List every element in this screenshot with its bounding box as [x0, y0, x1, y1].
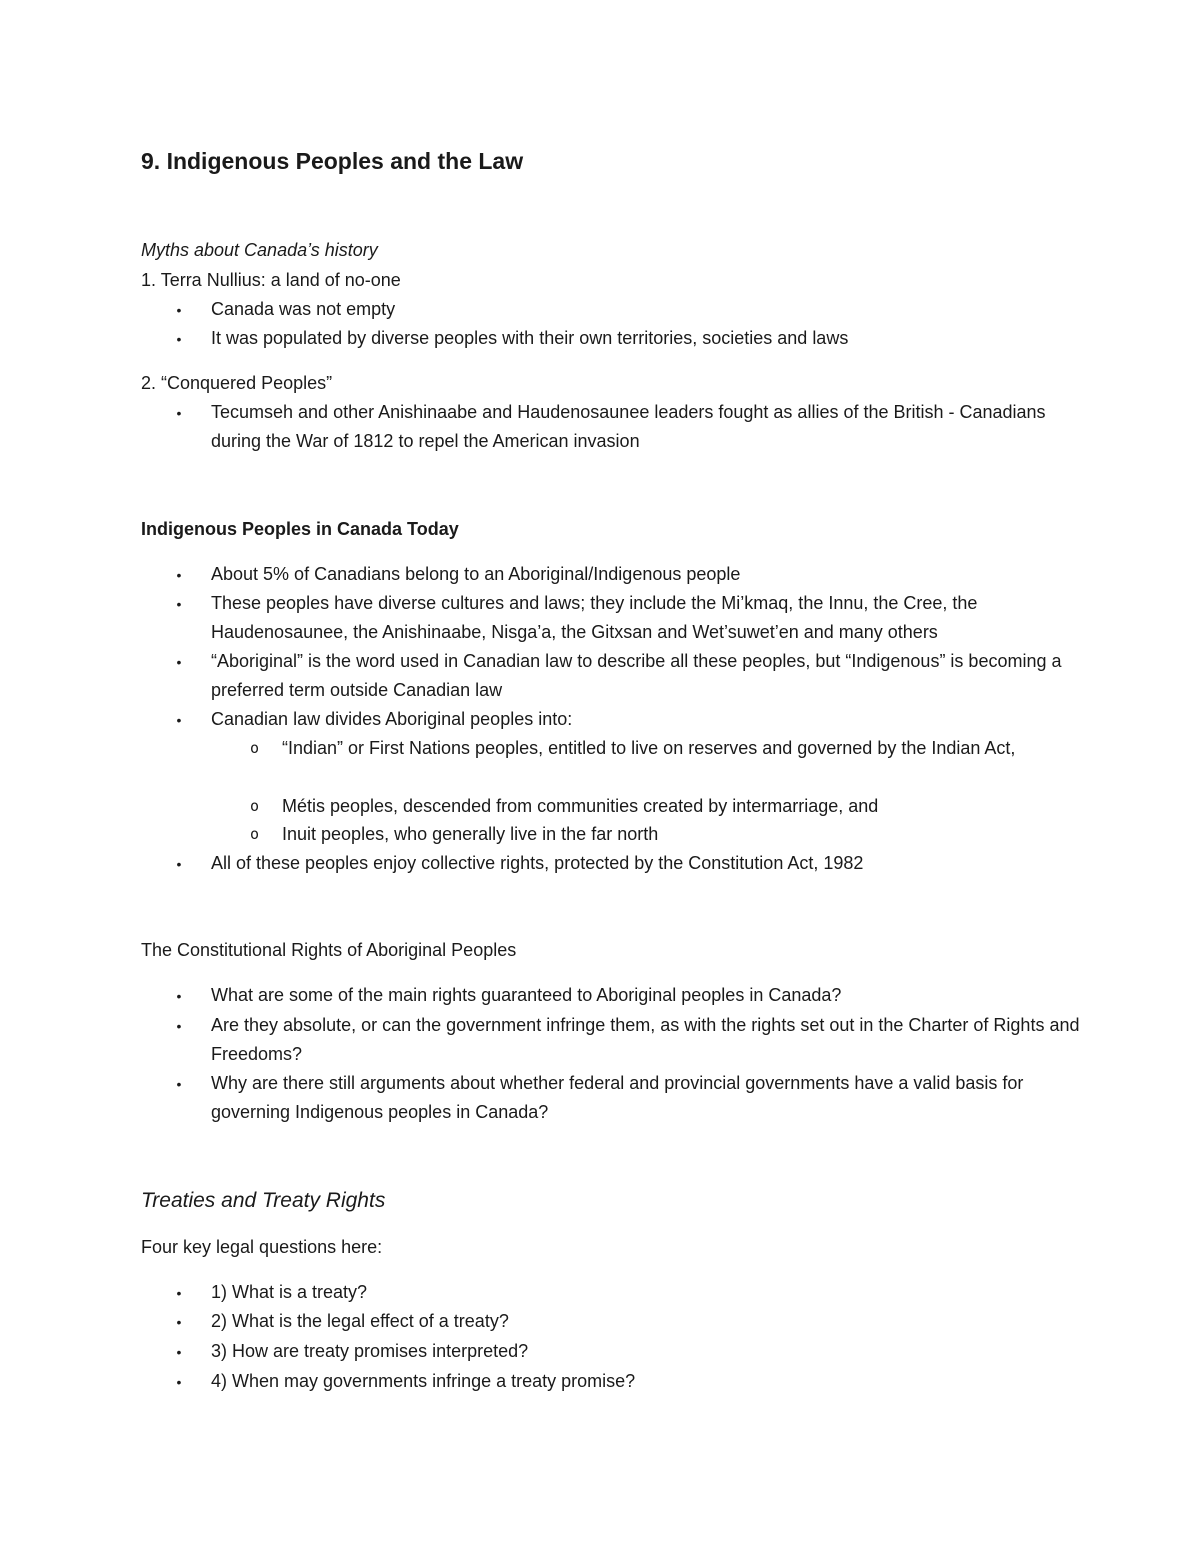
bullet-marker: • — [176, 302, 182, 318]
today-bullet-3: “Aboriginal” is the word used in Canadian law to describe all these peoples, but “Indigenous” is becoming a preferred term outside Canadian law — [211, 651, 1062, 700]
bullet-marker: • — [176, 654, 182, 670]
constitutional-heading: The Constitutional Rights of Aboriginal Peoples — [141, 940, 517, 960]
today-sub-bullet-3: Inuit peoples, who generally live in the far north — [282, 824, 659, 844]
sub-bullet-marker: o — [250, 825, 260, 843]
treaties-intro: Four key legal questions here: — [141, 1237, 383, 1257]
sub-bullet-marker: o — [250, 739, 260, 757]
bullet-marker: • — [176, 1374, 182, 1390]
bullet-marker: • — [176, 567, 182, 583]
myth-1-title: 1. Terra Nullius: a land of no-one — [141, 270, 401, 290]
myth-1-bullet-2: It was populated by diverse peoples with their own territories, societies and laws — [211, 328, 849, 348]
myth-1-bullet-1: Canada was not empty — [211, 299, 396, 319]
today-bullet-4: Canadian law divides Aboriginal peoples into: — [211, 709, 573, 729]
today-sub-bullet-2: Métis peoples, descended from communities created by intermarriage, and — [282, 796, 879, 816]
bullet-marker: • — [176, 1314, 182, 1330]
constitutional-bullet-2: Are they absolute, or can the government infringe them, as with the rights set out in the Charter of Rights and Freedoms? — [211, 1015, 1080, 1064]
treaties-heading: Treaties and Treaty Rights — [141, 1189, 386, 1212]
constitutional-bullet-1: What are some of the main rights guaranteed to Aboriginal peoples in Canada? — [211, 985, 842, 1005]
myth-2-bullet-1: Tecumseh and other Anishinaabe and Haudenosaunee leaders fought as allies of the British - Canadians during the War of 1812 to repel the American invasion — [211, 402, 1046, 451]
today-bullet-5: All of these peoples enjoy collective rights, protected by the Constitution Act, 1982 — [211, 853, 864, 873]
treaties-question-1: 1) What is a treaty? — [211, 1282, 368, 1302]
today-heading: Indigenous Peoples in Canada Today — [141, 519, 459, 539]
bullet-marker: • — [176, 331, 182, 347]
sub-bullet-marker: o — [250, 797, 260, 815]
constitutional-bullet-3: Why are there still arguments about whether federal and provincial governments have a valid basis for governing Indigenous peoples in Canada? — [211, 1073, 1024, 1122]
bullet-marker: • — [176, 1344, 182, 1360]
bullet-marker: • — [176, 1076, 182, 1092]
myth-2-title: 2. “Conquered Peoples” — [141, 373, 333, 393]
treaties-question-2: 2) What is the legal effect of a treaty? — [211, 1311, 509, 1331]
myths-heading: Myths about Canada’s history — [141, 240, 378, 260]
bullet-marker: • — [176, 988, 182, 1004]
bullet-marker: • — [176, 1018, 182, 1034]
treaties-question-4: 4) When may governments infringe a treaty promise? — [211, 1371, 636, 1391]
treaties-question-3: 3) How are treaty promises interpreted? — [211, 1341, 529, 1361]
bullet-marker: • — [176, 856, 182, 872]
page-title: 9. Indigenous Peoples and the Law — [141, 148, 524, 174]
today-bullet-1: About 5% of Canadians belong to an Aboriginal/Indigenous people — [211, 564, 741, 584]
bullet-marker: • — [176, 712, 182, 728]
today-sub-bullet-1: “Indian” or First Nations peoples, entitled to live on reserves and governed by the Indian Act, — [282, 738, 1016, 758]
bullet-marker: • — [176, 1285, 182, 1301]
bullet-marker: • — [176, 596, 182, 612]
today-bullet-2: These peoples have diverse cultures and laws; they include the Mi’kmaq, the Innu, the Cree, the Haudenosaunee, the Anishinaabe, Nisga’a, the Gitxsan and Wet’suwet’en and many others — [211, 593, 978, 642]
bullet-marker: • — [176, 405, 182, 421]
